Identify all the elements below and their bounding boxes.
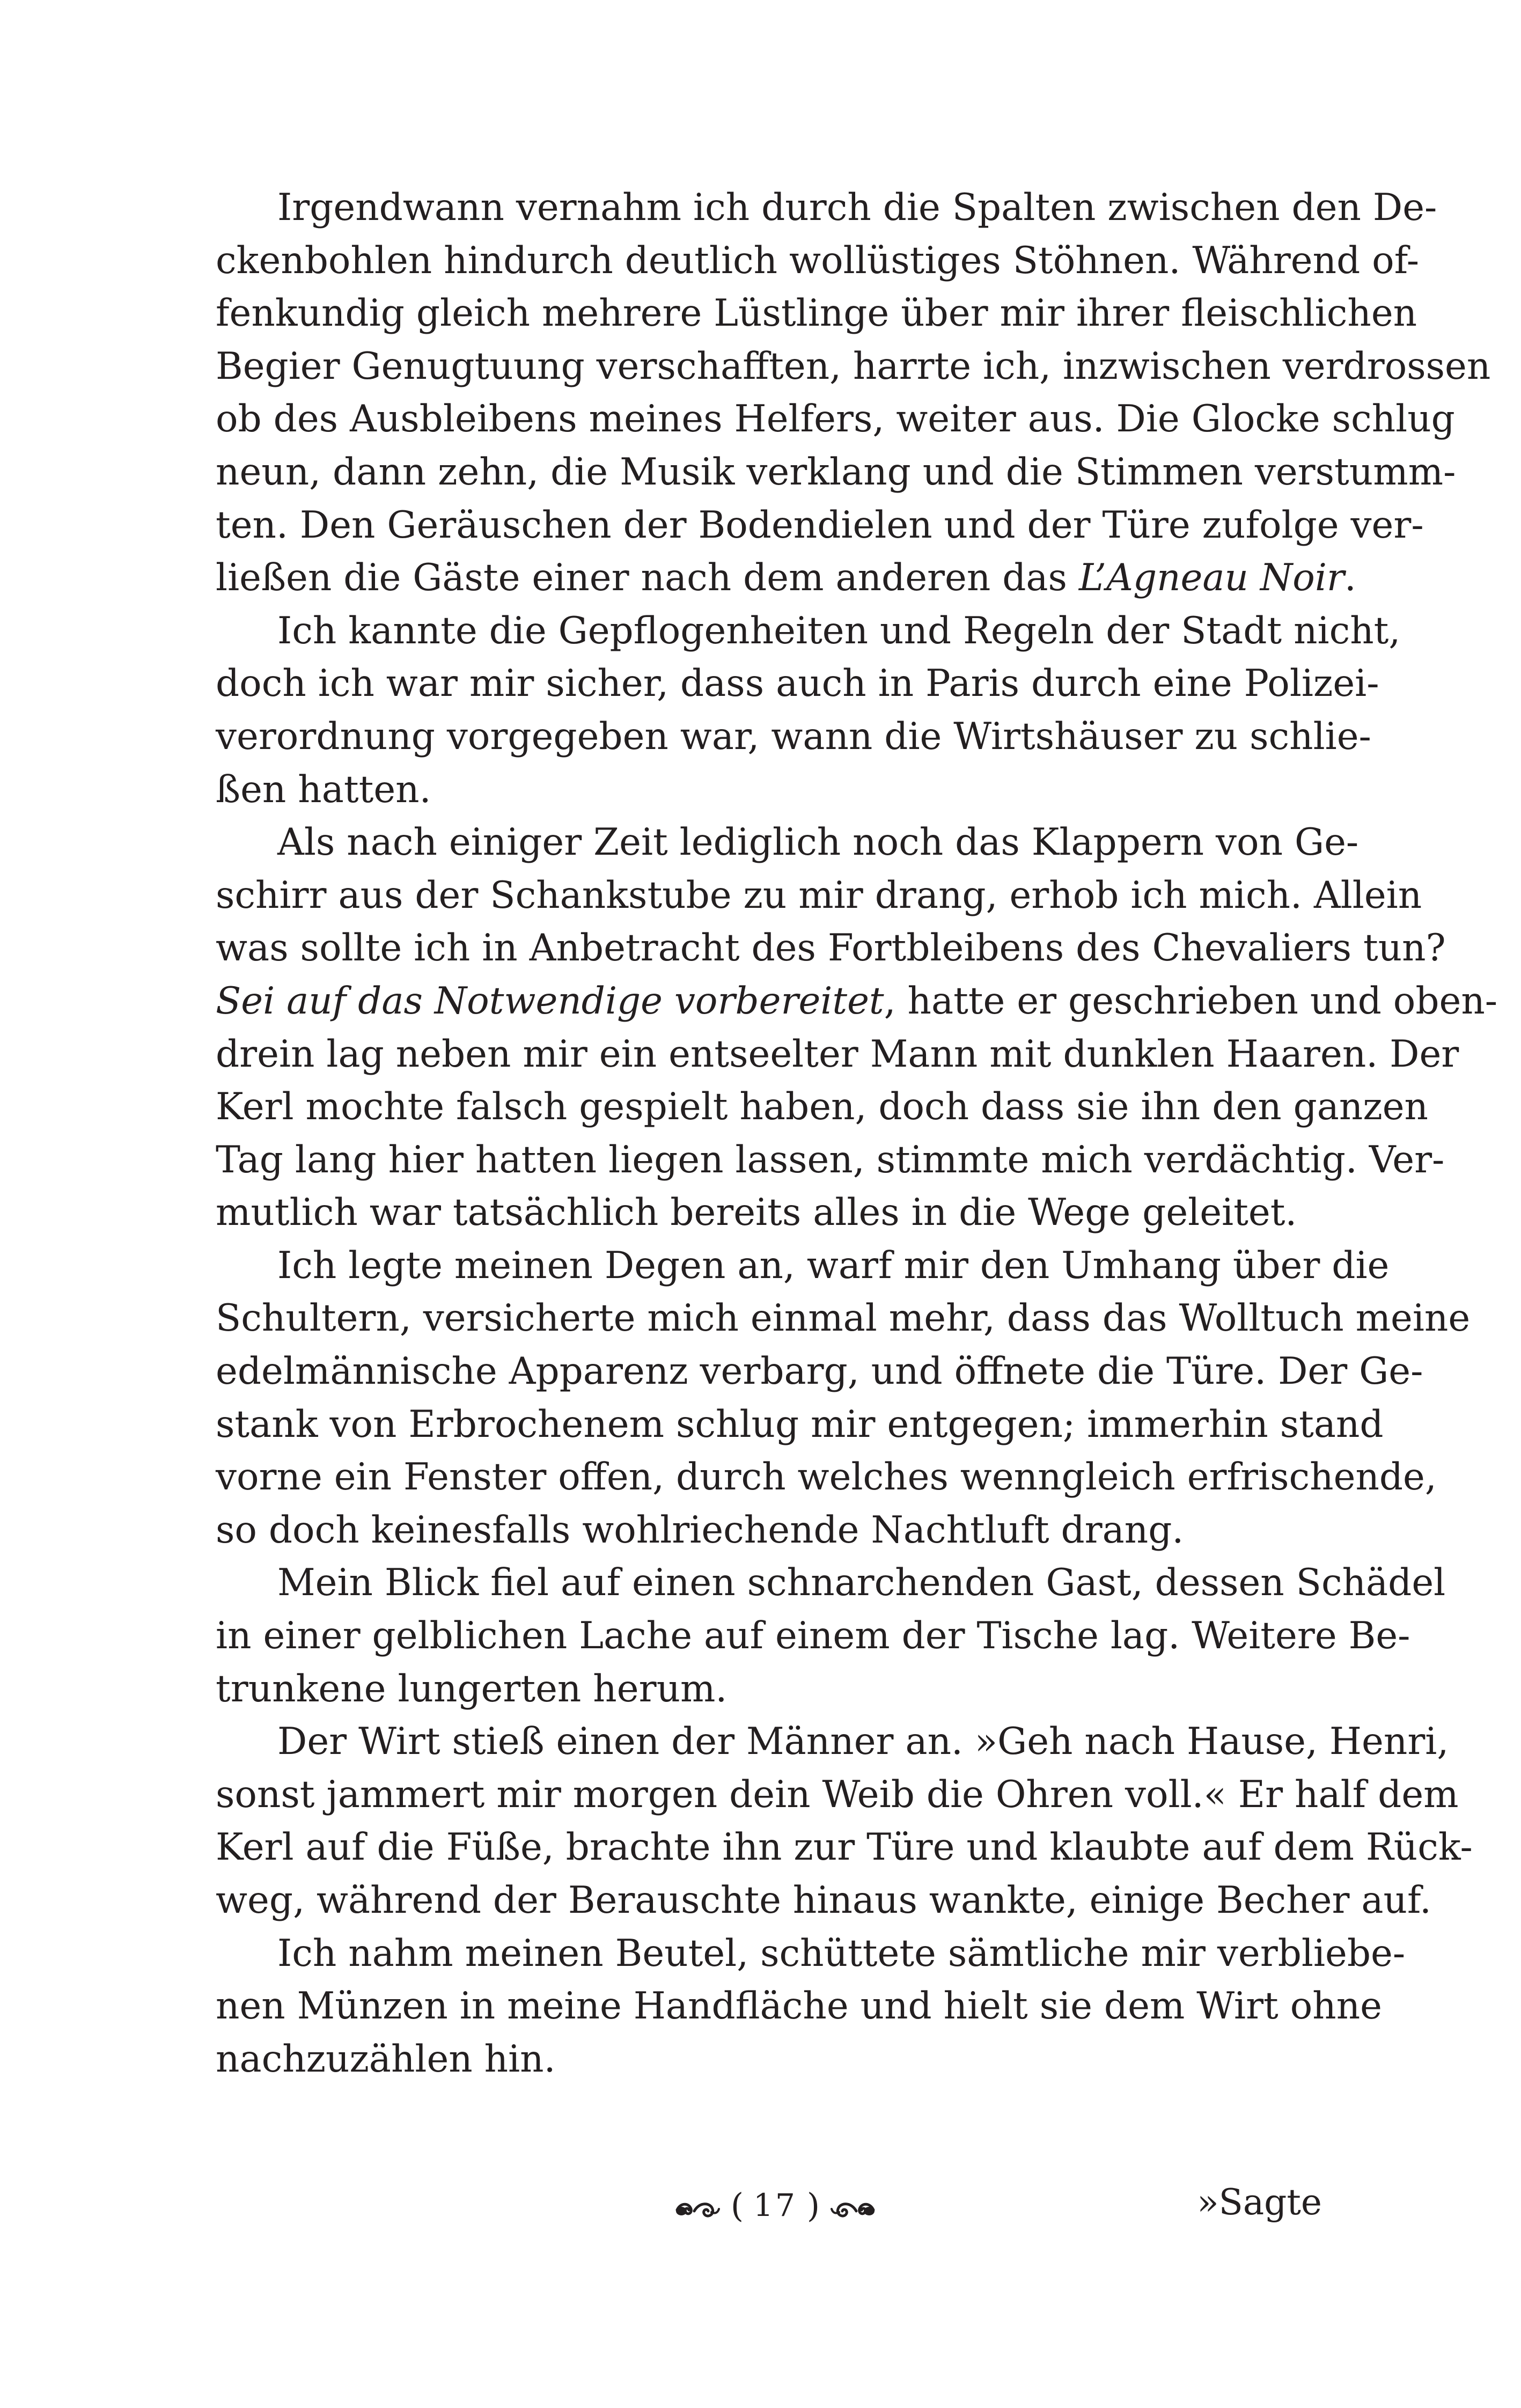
- fleuron-left-icon: [673, 2192, 721, 2219]
- catchword: »Sagte: [1197, 2182, 1322, 2223]
- text-line: Ich legte meinen Degen an, warf mir den Umhang über die: [277, 1244, 1390, 1287]
- text-line: so doch keinesfalls wohlriechende Nachtluft drang.: [216, 1508, 1184, 1552]
- page-number: 17: [753, 2187, 797, 2223]
- text-segment: , hatte er geschrieben und oben-: [884, 979, 1498, 1023]
- text-line: in einer gelblichen Lache auf einem der Tische lag. Weitere Be-: [216, 1614, 1410, 1658]
- text-line: weg, während der Berauschte hinaus wankte, einige Becher auf.: [216, 1879, 1431, 1922]
- text-line: mutlich war tatsächlich bereits alles in die Wege geleitet.: [216, 1191, 1297, 1235]
- text-line: trunkene lungerten herum.: [216, 1667, 728, 1710]
- text-segment: ließen die Gäste einer nach dem anderen das: [216, 556, 1079, 600]
- paragraph-6: [216, 1715, 1473, 1927]
- text-line: Begier Genugtuung verschafften, harrte ich, inzwischen verdrossen: [216, 344, 1491, 388]
- text-line: fenkundig gleich mehrere Lüstlinge über mir ihrer fleischlichen: [216, 292, 1417, 335]
- text-line: stank von Erbrochenem schlug mir entgegen; immerhin stand: [216, 1403, 1384, 1446]
- text-line: [216, 552, 1356, 605]
- page-footer: [0, 2178, 1521, 2243]
- text-line: Der Wirt stieß einen der Männer an. »Geh nach Hause, Henri,: [277, 1720, 1449, 1764]
- paragraph-4: [216, 1239, 1471, 1557]
- paragraph-5: [216, 1557, 1446, 1715]
- paragraph-1: [216, 181, 1491, 605]
- text-line: was sollte ich in Anbetracht des Fortbleibens des Chevaliers tun?: [216, 927, 1446, 970]
- text-line: ßen hatten.: [216, 768, 431, 811]
- text-line: Tag lang hier hatten liegen lassen, stimmte mich verdächtig. Ver-: [216, 1138, 1445, 1181]
- text-line: sonst jammert mir morgen dein Weib die Ohren voll.« Er half dem: [216, 1773, 1459, 1816]
- text-segment: .: [1344, 556, 1356, 600]
- text-line: ob des Ausbleibens meines Helfers, weiter aus. Die Glocke schlug: [216, 398, 1455, 441]
- body-text: [216, 181, 1498, 2086]
- text-line: Kerl auf die Füße, brachte ihn zur Türe und klaubte auf dem Rück-: [216, 1826, 1473, 1869]
- text-line: Als nach einiger Zeit lediglich noch das Klappern von Ge-: [277, 821, 1359, 864]
- text-line: nachzuzählen hin.: [216, 2037, 556, 2081]
- text-line: Ich nahm meinen Beutel, schüttete sämtliche mir verbliebe-: [277, 1932, 1406, 1975]
- text-line: ten. Den Geräuschen der Bodendielen und der Türe zufolge ver-: [216, 503, 1424, 547]
- text-line: Schultern, versicherte mich einmal mehr, dass das Wolltuch meine: [216, 1297, 1471, 1340]
- text-line: neun, dann zehn, die Musik verklang und die Stimmen verstumm-: [216, 450, 1456, 494]
- paragraph-3: [216, 816, 1498, 1239]
- paragraph-7: [216, 1927, 1406, 2086]
- text-line: Kerl mochte falsch gespielt haben, doch dass sie ihn den ganzen: [216, 1085, 1428, 1129]
- italic-tavern-name: L’Agneau Noir: [1078, 556, 1344, 600]
- text-line: nen Münzen in meine Handfläche und hielt sie dem Wirt ohne: [216, 1985, 1382, 2028]
- fleuron-right-icon: [829, 2192, 878, 2219]
- text-line: edelmännische Apparenz verbarg, und öffnete die Türe. Der Ge-: [216, 1350, 1423, 1393]
- text-line: Irgendwann vernahm ich durch die Spalten zwischen den De-: [277, 186, 1437, 229]
- text-line: Mein Blick fiel auf einen schnarchenden Gast, dessen Schädel: [277, 1561, 1446, 1605]
- text-line: doch ich war mir sicher, dass auch in Paris durch eine Polizei-: [216, 662, 1379, 706]
- folio-paren-open: (: [730, 2185, 744, 2225]
- text-line: [216, 975, 1498, 1028]
- page-number-block: [668, 2178, 883, 2232]
- text-line: verordnung vorgegeben war, wann die Wirtshäuser zu schlie-: [216, 715, 1371, 758]
- text-line: ckenbohlen hindurch deutlich wollüstiges Stöhnen. Während of-: [216, 239, 1420, 282]
- text-line: schirr aus der Schankstube zu mir drang, erhob ich mich. Allein: [216, 873, 1422, 917]
- text-line: vorne ein Fenster offen, durch welches wenngleich erfrischende,: [216, 1456, 1437, 1499]
- text-line: Ich kannte die Gepflogenheiten und Regeln der Stadt nicht,: [277, 609, 1401, 652]
- italic-quote: Sei auf das Notwendige vorbereitet: [216, 979, 884, 1023]
- text-line: drein lag neben mir ein entseelter Mann mit dunklen Haaren. Der: [216, 1032, 1459, 1076]
- paragraph-2: [216, 605, 1401, 816]
- folio-paren-close: ): [806, 2185, 820, 2225]
